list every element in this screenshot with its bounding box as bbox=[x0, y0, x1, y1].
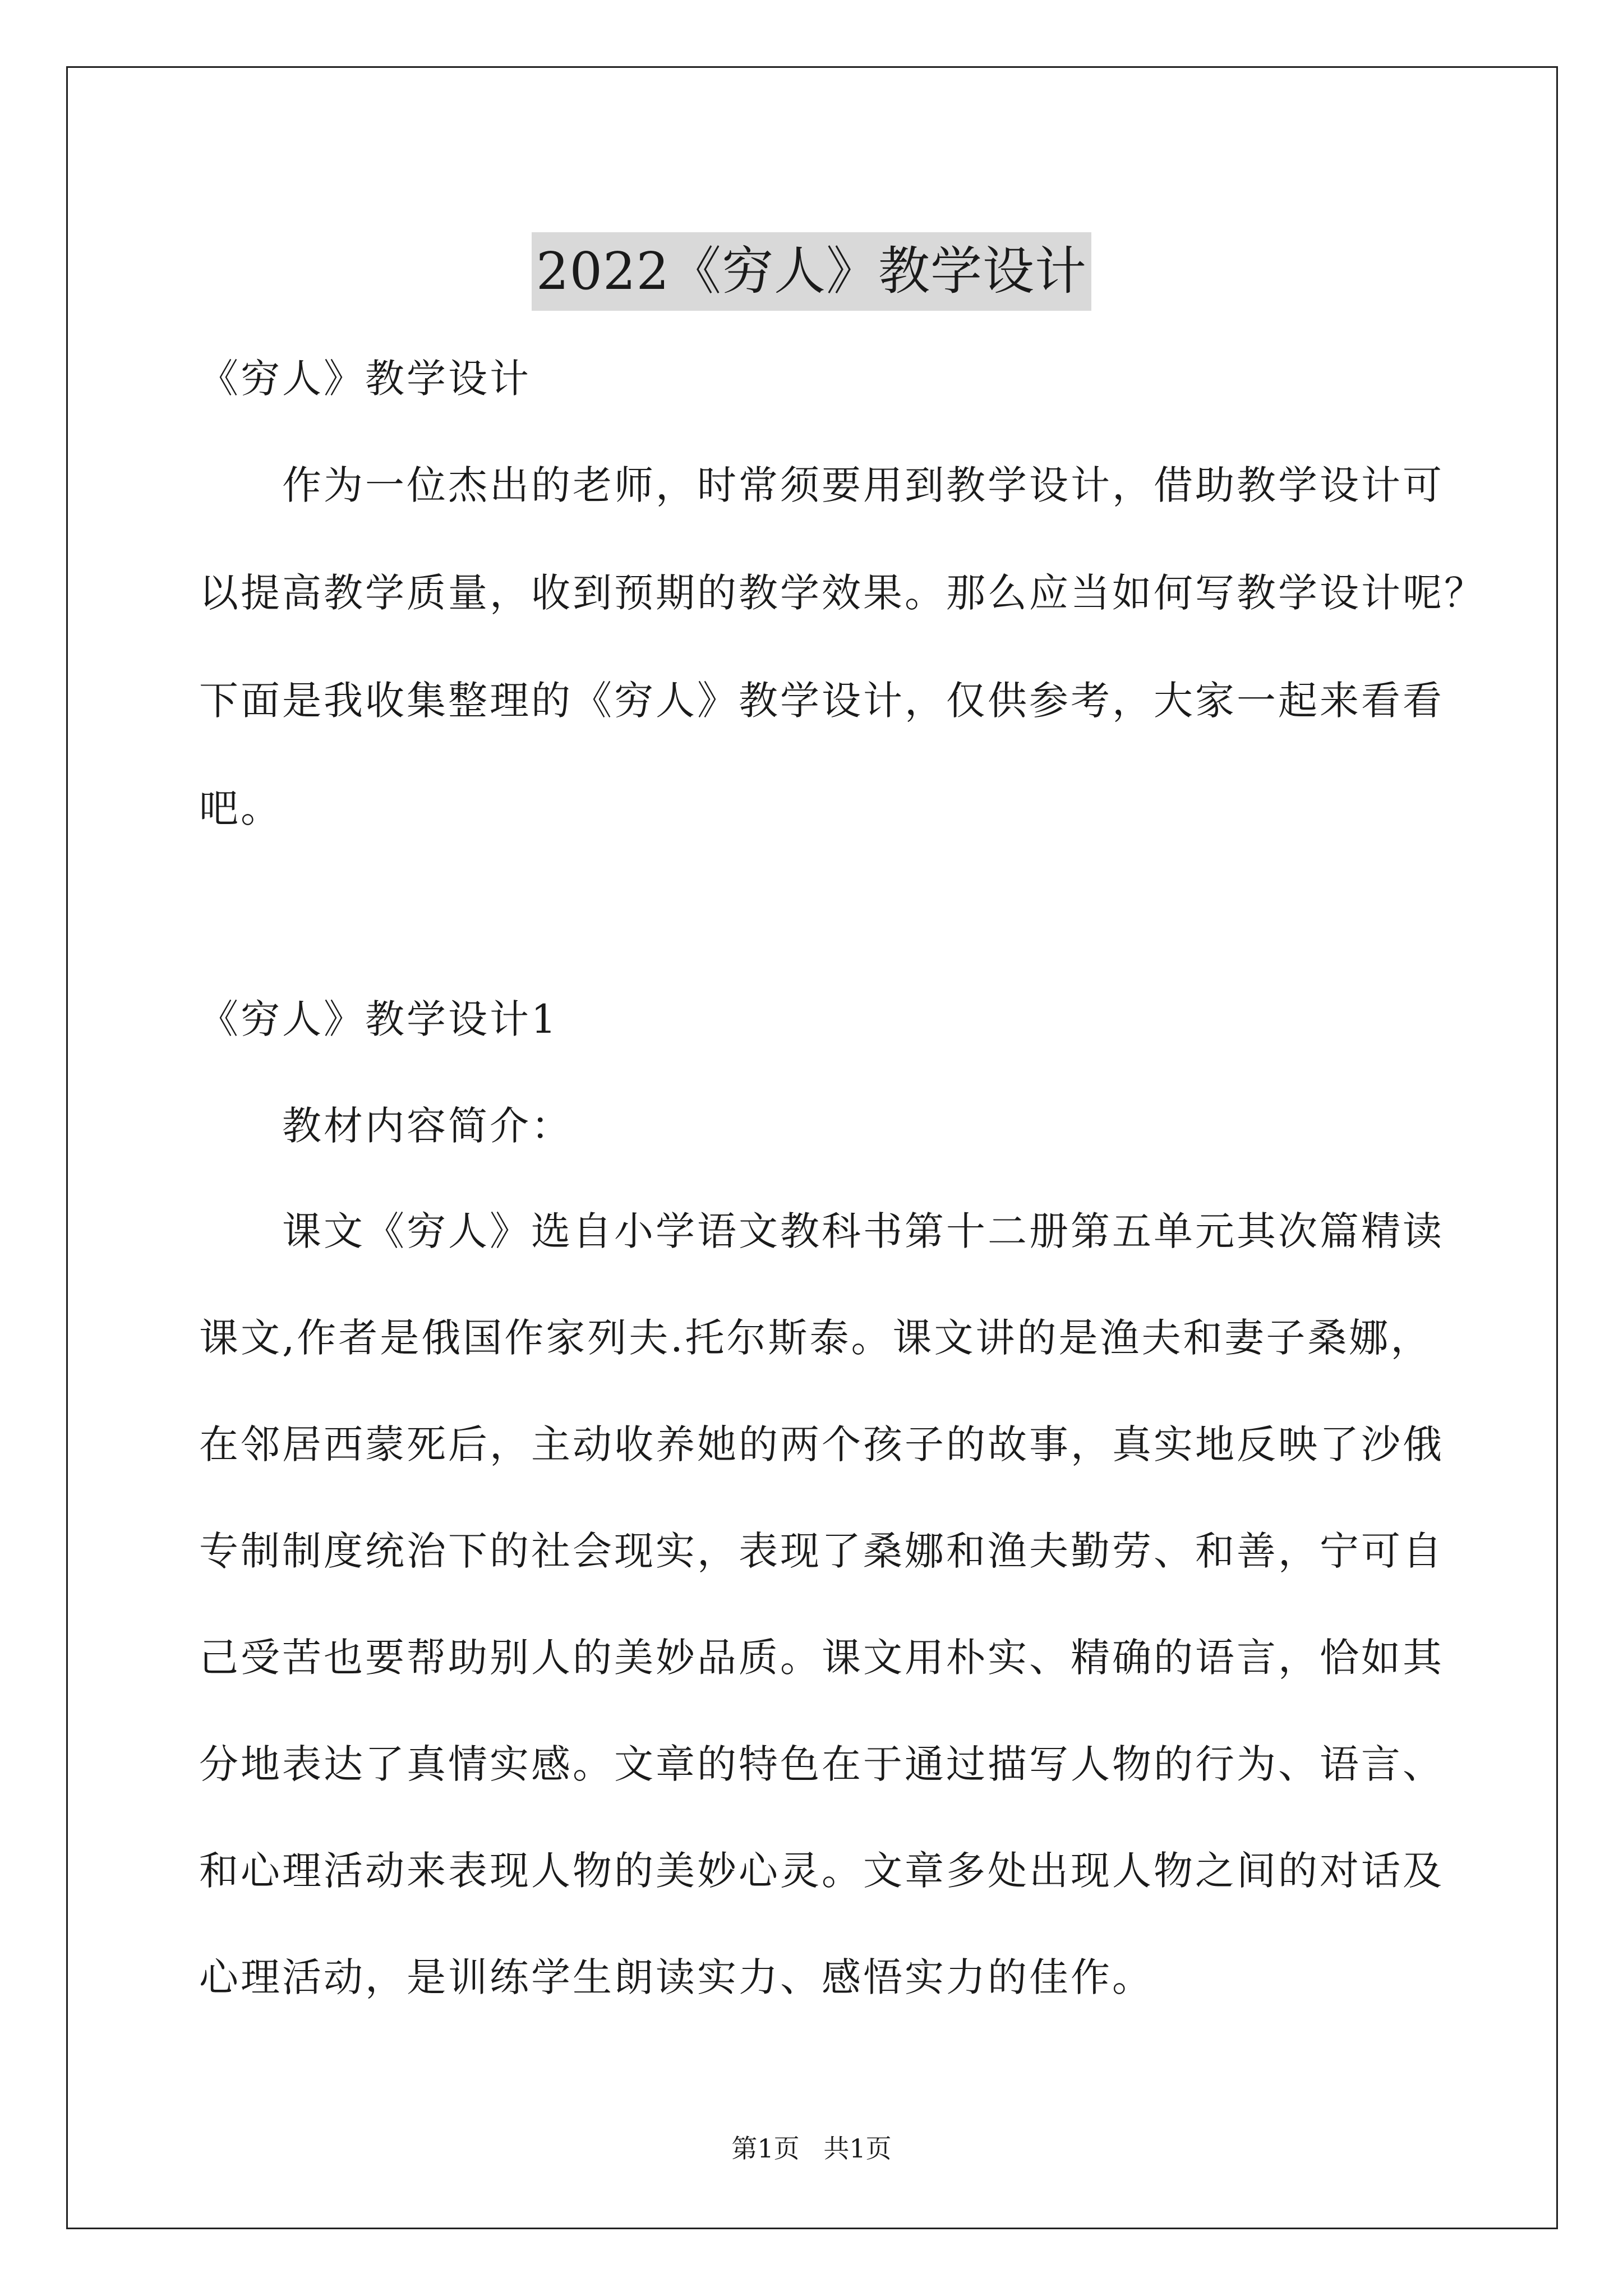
intro-line: 作为一位杰出的老师，时常须要用到教学设计，借助教学设计可 bbox=[282, 462, 1444, 508]
section-heading: 《穷人》教学设计1 bbox=[199, 996, 559, 1042]
paragraph-line: 课文,作者是俄国作家列夫.托尔斯泰。课文讲的是渔夫和妻子桑娜， bbox=[199, 1315, 1432, 1361]
page-number: 第1页 bbox=[731, 2133, 800, 2164]
paragraph-line: 心理活动，是训练学生朗读实力、感悟实力的佳作。 bbox=[199, 1954, 1154, 2000]
page-total: 共1页 bbox=[823, 2133, 892, 2164]
paragraph-line: 专制制度统治下的社会现实，表现了桑娜和渔夫勤劳、和善，宁可自 bbox=[199, 1528, 1444, 1574]
subtitle: 《穷人》教学设计 bbox=[199, 356, 531, 402]
document-title: 2022《穷人》教学设计 bbox=[532, 232, 1091, 311]
title-area bbox=[0, 197, 1623, 345]
intro-line: 吧。 bbox=[199, 785, 282, 831]
material-heading: 教材内容简介： bbox=[282, 1103, 573, 1149]
paragraph-line: 分地表达了真情实感。文章的特色在于通过描写人物的行为、语言、 bbox=[199, 1741, 1444, 1787]
intro-line: 下面是我收集整理的《穷人》教学设计，仅供参考，大家一起来看看 bbox=[199, 678, 1444, 724]
paragraph-line: 课文《穷人》选自小学语文教科书第十二册第五单元其次篇精读 bbox=[282, 1208, 1444, 1254]
paragraph-line: 和心理活动来表现人物的美妙心灵。文章多处出现人物之间的对话及 bbox=[199, 1848, 1444, 1894]
paragraph-line: 己受苦也要帮助别人的美妙品质。课文用朴实、精确的语言，恰如其 bbox=[199, 1635, 1444, 1681]
intro-line: 以提高教学质量，收到预期的教学效果。那么应当如何写教学设计呢？ bbox=[199, 570, 1486, 616]
page-footer bbox=[0, 2132, 1623, 2165]
paragraph-line: 在邻居西蒙死后，主动收养她的两个孩子的故事，真实地反映了沙俄 bbox=[199, 1421, 1444, 1467]
